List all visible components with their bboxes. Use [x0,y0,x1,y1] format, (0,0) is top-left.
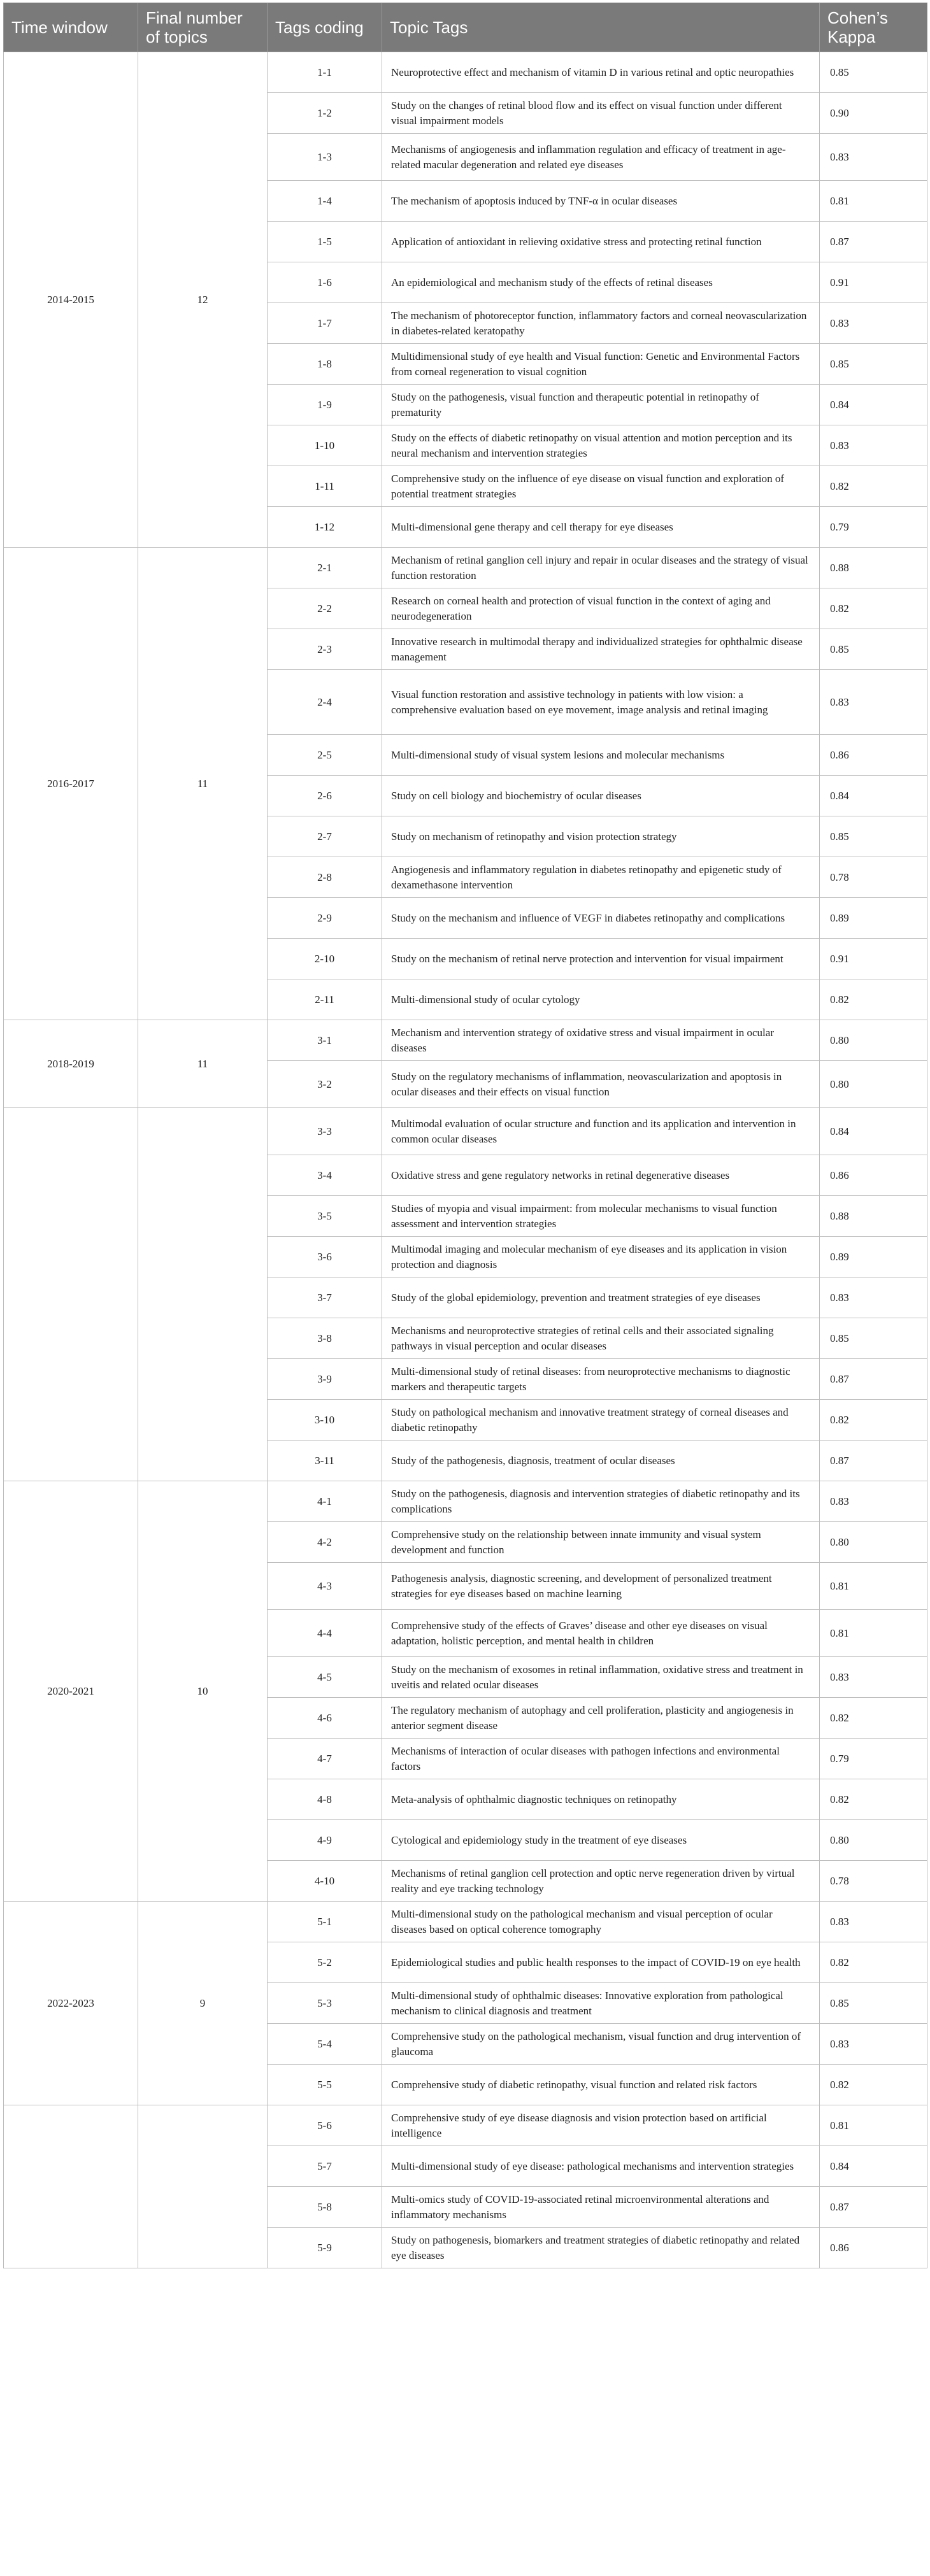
tag-code: 4-3 [268,1563,382,1610]
topic-tag: Multi-dimensional study of retinal diseases: from neuroprotective mechanisms to diagnostic markers and therapeutic targets [382,1359,820,1400]
tag-code: 1-12 [268,507,382,548]
tag-code: 1-5 [268,222,382,262]
kappa-value: 0.79 [820,507,927,548]
topic-table [3,3,927,2268]
kappa-value: 0.85 [820,1983,927,2024]
topic-tag: Mechanisms of angiogenesis and inflammation regulation and efficacy of treatment in age-related macular degeneration and related eye diseases [382,134,820,181]
topic-tag: Study on pathological mechanism and innovative treatment strategy of corneal diseases and diabetic retinopathy [382,1400,820,1441]
tag-code: 2-5 [268,735,382,776]
table-row [4,1020,927,1061]
kappa-value: 0.78 [820,857,927,898]
topic-count-cell: 9 [138,1902,268,2105]
tag-code: 3-8 [268,1318,382,1359]
topic-tag: Epidemiological studies and public health responses to the impact of COVID-19 on eye health [382,1942,820,1983]
topic-tag: Study on the effects of diabetic retinopathy on visual attention and motion perception and its neural mechanism and intervention strategies [382,425,820,466]
topic-tag: Study on the pathogenesis, visual function and therapeutic potential in retinopathy of prematurity [382,385,820,425]
topic-tag: Study of the global epidemiology, prevention and treatment strategies of eye diseases [382,1277,820,1318]
tag-code: 3-9 [268,1359,382,1400]
header-final-number: Final number of topics [138,3,268,52]
kappa-value: 0.81 [820,1610,927,1657]
topic-tag: Mechanism and intervention strategy of oxidative stress and visual impairment in ocular diseases [382,1020,820,1061]
kappa-value: 0.83 [820,1657,927,1698]
tag-code: 5-3 [268,1983,382,2024]
topic-tag: Comprehensive study of the effects of Graves’ disease and other eye diseases on visual adaptation, holistic perception, and mental health in children [382,1610,820,1657]
kappa-value: 0.83 [820,134,927,181]
tag-code: 5-8 [268,2187,382,2228]
topic-tag: Study on the pathogenesis, diagnosis and intervention strategies of diabetic retinopathy and its complications [382,1481,820,1522]
topic-tag: Multidimensional study of eye health and Visual function: Genetic and Environmental Factors from corneal regeneration to visual cognition [382,344,820,385]
tag-code: 2-2 [268,588,382,629]
topic-tag: Application of antioxidant in relieving oxidative stress and protecting retinal function [382,222,820,262]
tag-code: 4-2 [268,1522,382,1563]
topic-tag: Study on the changes of retinal blood flow and its effect on visual function under different visual impairment models [382,93,820,134]
topic-tag: Study on mechanism of retinopathy and vision protection strategy [382,816,820,857]
kappa-value: 0.82 [820,1400,927,1441]
topic-tag: Multi-dimensional study of visual system lesions and molecular mechanisms [382,735,820,776]
kappa-value: 0.83 [820,1902,927,1942]
topic-tag: Multi-dimensional study of ocular cytology [382,979,820,1020]
tag-code: 3-7 [268,1277,382,1318]
topic-tag: Meta-analysis of ophthalmic diagnostic techniques on retinopathy [382,1779,820,1820]
topic-tag: The regulatory mechanism of autophagy and cell proliferation, plasticity and angiogenesis in anterior segment disease [382,1698,820,1739]
topic-tag: The mechanism of photoreceptor function, inflammatory factors and corneal neovascularization in diabetes-related keratopathy [382,303,820,344]
kappa-value: 0.81 [820,1563,927,1610]
tag-code: 4-8 [268,1779,382,1820]
tag-code: 1-6 [268,262,382,303]
tag-code: 1-7 [268,303,382,344]
kappa-value: 0.86 [820,2228,927,2268]
header-cohens-kappa: Cohen’s Kappa [820,3,927,52]
topic-tag: Multi-dimensional gene therapy and cell therapy for eye diseases [382,507,820,548]
topic-tag: Comprehensive study on the influence of eye disease on visual function and exploration of potential treatment strategies [382,466,820,507]
tag-code: 5-9 [268,2228,382,2268]
tag-code: 1-9 [268,385,382,425]
tag-code: 4-10 [268,1861,382,1902]
topic-tag: Multi-omics study of COVID-19-associated retinal microenvironmental alterations and inflammatory mechanisms [382,2187,820,2228]
kappa-value: 0.85 [820,629,927,670]
topic-tag: Oxidative stress and gene regulatory networks in retinal degenerative diseases [382,1155,820,1196]
kappa-value: 0.81 [820,181,927,222]
kappa-value: 0.84 [820,385,927,425]
table-row [4,1902,927,1942]
tag-code: 2-6 [268,776,382,816]
kappa-value: 0.82 [820,1698,927,1739]
topic-tag: Multi-dimensional study of ophthalmic diseases: Innovative exploration from pathological mechanism to clinical diagnosis and treatment [382,1983,820,2024]
tag-code: 4-6 [268,1698,382,1739]
tag-code: 5-6 [268,2105,382,2146]
topic-tag: Research on corneal health and protection of visual function in the context of aging and neurodegeneration [382,588,820,629]
topic-tag: Study on the regulatory mechanisms of inflammation, neovascularization and apoptosis in ocular diseases and their effects on visual function [382,1061,820,1108]
kappa-value: 0.87 [820,2187,927,2228]
topic-tag: Neuroprotective effect and mechanism of vitamin D in various retinal and optic neuropathies [382,52,820,93]
topic-tag: Study on the mechanism of retinal nerve protection and intervention for visual impairment [382,939,820,979]
tag-code: 2-3 [268,629,382,670]
time-window-cell: 2018-2019 [4,1020,138,1108]
kappa-value: 0.89 [820,898,927,939]
topic-tag: Multimodal imaging and molecular mechanism of eye diseases and its application in vision protection and diagnosis [382,1237,820,1277]
topic-tag: Mechanisms of retinal ganglion cell protection and optic nerve regeneration driven by virtual reality and eye tracking technology [382,1861,820,1902]
kappa-value: 0.80 [820,1061,927,1108]
kappa-value: 0.82 [820,979,927,1020]
time-window-cell: 2016-2017 [4,548,138,1020]
time-window-cell: 2022-2023 [4,1902,138,2105]
table-row [4,2105,927,2146]
tag-code: 2-8 [268,857,382,898]
tag-code: 3-5 [268,1196,382,1237]
topic-count-cell [138,1108,268,1481]
kappa-value: 0.87 [820,1441,927,1481]
tag-code: 3-10 [268,1400,382,1441]
kappa-value: 0.79 [820,1739,927,1779]
kappa-value: 0.80 [820,1522,927,1563]
tag-code: 1-8 [268,344,382,385]
tag-code: 3-4 [268,1155,382,1196]
kappa-value: 0.85 [820,52,927,93]
tag-code: 2-11 [268,979,382,1020]
topic-count-cell: 11 [138,548,268,1020]
topic-count-cell: 12 [138,52,268,548]
kappa-value: 0.82 [820,2065,927,2105]
tag-code: 1-10 [268,425,382,466]
table-row [4,52,927,93]
topic-tag: Study on pathogenesis, biomarkers and treatment strategies of diabetic retinopathy and related eye diseases [382,2228,820,2268]
time-window-cell [4,2105,138,2268]
kappa-value: 0.91 [820,939,927,979]
tag-code: 2-4 [268,670,382,735]
topic-tag: Angiogenesis and inflammatory regulation in diabetes retinopathy and epigenetic study of dexamethasone intervention [382,857,820,898]
tag-code: 2-9 [268,898,382,939]
tag-code: 1-3 [268,134,382,181]
tag-code: 3-3 [268,1108,382,1155]
topic-tag: Pathogenesis analysis, diagnostic screening, and development of personalized treatment strategies for eye diseases based on machine learning [382,1563,820,1610]
tag-code: 4-9 [268,1820,382,1861]
header-topic-tags: Topic Tags [382,3,820,52]
topic-tag: Studies of myopia and visual impairment: from molecular mechanisms to visual function assessment and intervention strategies [382,1196,820,1237]
kappa-value: 0.84 [820,2146,927,2187]
kappa-value: 0.83 [820,670,927,735]
kappa-value: 0.85 [820,1318,927,1359]
topic-tag: Multimodal evaluation of ocular structure and function and its application and intervention in common ocular diseases [382,1108,820,1155]
tag-code: 1-1 [268,52,382,93]
topic-tag: An epidemiological and mechanism study of the effects of retinal diseases [382,262,820,303]
kappa-value: 0.78 [820,1861,927,1902]
table-row [4,1108,927,1155]
kappa-value: 0.83 [820,1277,927,1318]
topic-tag: Multi-dimensional study of eye disease: pathological mechanisms and intervention strategies [382,2146,820,2187]
tag-code: 5-7 [268,2146,382,2187]
header-tags-coding: Tags coding [268,3,382,52]
time-window-cell: 2020-2021 [4,1481,138,1902]
header-row [4,3,927,52]
kappa-value: 0.82 [820,466,927,507]
tag-code: 2-1 [268,548,382,588]
tag-code: 2-7 [268,816,382,857]
kappa-value: 0.88 [820,1196,927,1237]
topic-count-cell: 10 [138,1481,268,1902]
topic-tag: Cytological and epidemiology study in the treatment of eye diseases [382,1820,820,1861]
kappa-value: 0.88 [820,548,927,588]
tag-code: 3-1 [268,1020,382,1061]
kappa-value: 0.91 [820,262,927,303]
topic-tag: Mechanism of retinal ganglion cell injury and repair in ocular diseases and the strategy of visual function restoration [382,548,820,588]
kappa-value: 0.84 [820,1108,927,1155]
tag-code: 2-10 [268,939,382,979]
kappa-value: 0.83 [820,1481,927,1522]
tag-code: 1-11 [268,466,382,507]
kappa-value: 0.83 [820,2024,927,2065]
topic-tag: The mechanism of apoptosis induced by TNF-α in ocular diseases [382,181,820,222]
topic-tag: Mechanisms of interaction of ocular diseases with pathogen infections and environmental factors [382,1739,820,1779]
kappa-value: 0.82 [820,1779,927,1820]
topic-tag: Study of the pathogenesis, diagnosis, treatment of ocular diseases [382,1441,820,1481]
topic-tag: Innovative research in multimodal therapy and individualized strategies for ophthalmic disease management [382,629,820,670]
tag-code: 5-4 [268,2024,382,2065]
tag-code: 3-6 [268,1237,382,1277]
kappa-value: 0.85 [820,816,927,857]
topic-count-cell [138,2105,268,2268]
kappa-value: 0.85 [820,344,927,385]
kappa-value: 0.87 [820,1359,927,1400]
kappa-value: 0.80 [820,1020,927,1061]
tag-code: 3-11 [268,1441,382,1481]
tag-code: 5-5 [268,2065,382,2105]
topic-tag: Multi-dimensional study on the pathological mechanism and visual perception of ocular diseases based on optical coherence tomography [382,1902,820,1942]
topic-tag: Comprehensive study on the pathological mechanism, visual function and drug intervention of glaucoma [382,2024,820,2065]
table-row [4,1481,927,1522]
time-window-cell [4,1108,138,1481]
kappa-value: 0.84 [820,776,927,816]
topic-tag: Comprehensive study of eye disease diagnosis and vision protection based on artificial intelligence [382,2105,820,2146]
topic-count-cell: 11 [138,1020,268,1108]
kappa-value: 0.82 [820,1942,927,1983]
tag-code: 3-2 [268,1061,382,1108]
kappa-value: 0.86 [820,735,927,776]
tag-code: 4-7 [268,1739,382,1779]
topic-tag: Study on cell biology and biochemistry of ocular diseases [382,776,820,816]
kappa-value: 0.81 [820,2105,927,2146]
tag-code: 4-1 [268,1481,382,1522]
kappa-value: 0.83 [820,303,927,344]
tag-code: 1-2 [268,93,382,134]
tag-code: 4-5 [268,1657,382,1698]
kappa-value: 0.89 [820,1237,927,1277]
topic-tag: Visual function restoration and assistive technology in patients with low vision: a comprehensive evaluation based on eye movement, image analysis and retinal imaging [382,670,820,735]
header-time-window: Time window [4,3,138,52]
topic-tag: Comprehensive study on the relationship between innate immunity and visual system development and function [382,1522,820,1563]
topic-tag: Study on the mechanism of exosomes in retinal inflammation, oxidative stress and treatment in uveitis and related ocular diseases [382,1657,820,1698]
kappa-value: 0.83 [820,425,927,466]
kappa-value: 0.86 [820,1155,927,1196]
tag-code: 5-2 [268,1942,382,1983]
topic-tag: Mechanisms and neuroprotective strategies of retinal cells and their associated signaling pathways in visual perception and ocular diseases [382,1318,820,1359]
kappa-value: 0.87 [820,222,927,262]
topic-tag: Study on the mechanism and influence of VEGF in diabetes retinopathy and complications [382,898,820,939]
kappa-value: 0.82 [820,588,927,629]
tag-code: 4-4 [268,1610,382,1657]
tag-code: 1-4 [268,181,382,222]
tag-code: 5-1 [268,1902,382,1942]
table-row [4,548,927,588]
kappa-value: 0.80 [820,1820,927,1861]
time-window-cell: 2014-2015 [4,52,138,548]
topic-tag: Comprehensive study of diabetic retinopathy, visual function and related risk factors [382,2065,820,2105]
kappa-value: 0.90 [820,93,927,134]
